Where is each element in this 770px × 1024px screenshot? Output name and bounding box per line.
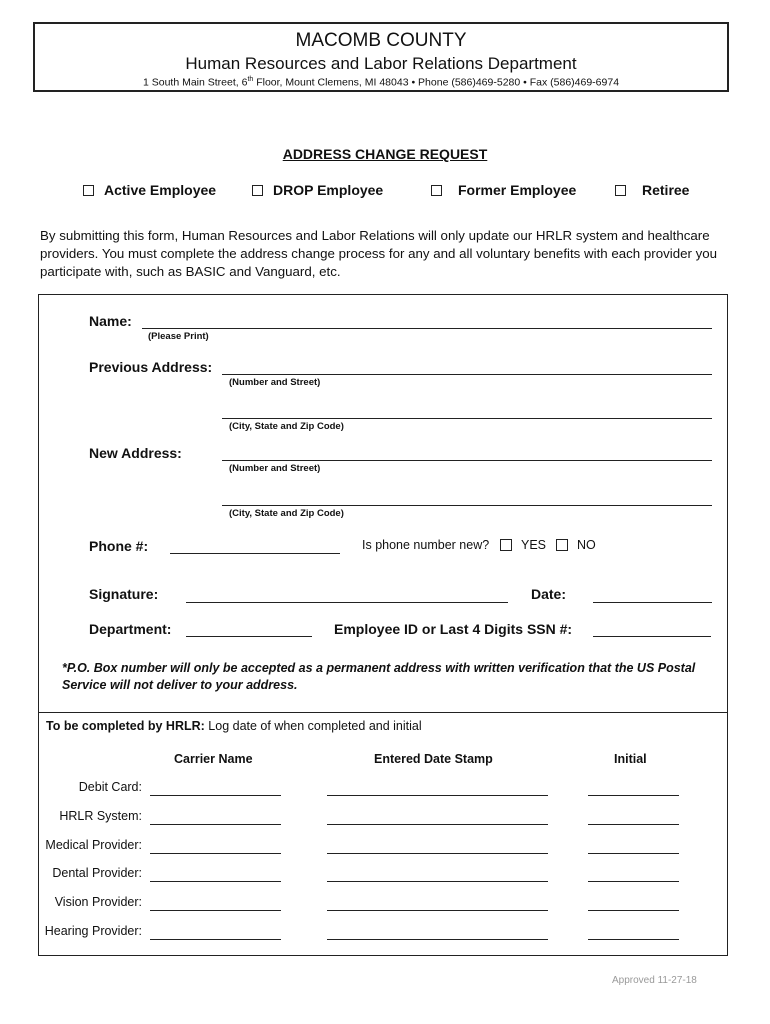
address-part-2: Floor, Mount Clemens, MI 48043 • Phone (586)469-5280 • Fax (586)469-6974 (253, 76, 620, 89)
former-employee-option[interactable] (431, 182, 576, 198)
phone-label: Phone #: (89, 538, 149, 554)
entered-date-input[interactable] (327, 910, 548, 911)
active-employee-option[interactable] (83, 182, 216, 198)
entered-date-input[interactable] (327, 939, 548, 940)
new-street-input[interactable] (222, 460, 712, 461)
former-employee-label: Former Employee (458, 182, 577, 198)
carrier-name-header: Carrier Name (174, 752, 253, 766)
hrlr-heading-rest: Log date of when completed and initial (204, 719, 422, 733)
phone-new-yes-checkbox[interactable] (500, 539, 512, 551)
signature-label: Signature: (89, 586, 159, 602)
carrier-name-input[interactable] (150, 824, 281, 825)
address-sup: th (247, 76, 254, 83)
employee-id-label: Employee ID or Last 4 Digits SSN #: (334, 621, 573, 637)
previous-street-input[interactable] (222, 374, 712, 375)
no-label: NO (577, 538, 596, 552)
name-label: Name: (89, 313, 132, 329)
signature-input[interactable] (186, 602, 508, 603)
entered-date-header: Entered Date Stamp (374, 752, 493, 766)
new-street-hint: (Number and Street) (229, 463, 321, 474)
hrlr-row-label: Medical Provider: (45, 837, 142, 852)
address-part: 1 South Main Street, 6 (142, 76, 248, 89)
entered-date-input[interactable] (327, 795, 548, 796)
carrier-name-input[interactable] (150, 910, 281, 911)
former-employee-checkbox[interactable] (431, 185, 442, 196)
retiree-checkbox[interactable] (615, 185, 626, 196)
carrier-name-input[interactable] (150, 853, 281, 854)
new-city-input[interactable] (222, 505, 712, 506)
date-label: Date: (531, 586, 567, 602)
initial-input[interactable] (588, 853, 679, 854)
hrlr-row-label: Hearing Provider: (44, 924, 142, 938)
employee-id-input[interactable] (593, 636, 711, 637)
hrlr-box (38, 712, 728, 956)
initial-input[interactable] (588, 795, 679, 796)
phone-input[interactable] (170, 553, 340, 554)
form-box (38, 294, 728, 712)
department-address (35, 76, 727, 89)
drop-employee-option[interactable] (252, 182, 383, 198)
hrlr-heading (46, 719, 422, 733)
entered-date-input[interactable] (327, 881, 548, 882)
previous-city-hint: (City, State and Zip Code) (229, 421, 344, 432)
carrier-name-input[interactable] (150, 795, 281, 796)
new-city-hint: (City, State and Zip Code) (229, 508, 344, 519)
phone-new-no-checkbox[interactable] (556, 539, 568, 551)
active-employee-checkbox[interactable] (83, 185, 94, 196)
active-employee-label: Active Employee (104, 182, 217, 198)
department-label: Department: (89, 621, 172, 637)
carrier-name-input[interactable] (150, 939, 281, 940)
carrier-name-input[interactable] (150, 881, 281, 882)
drop-employee-checkbox[interactable] (252, 185, 263, 196)
intro-paragraph: By submitting this form, Human Resources and Labor Relations will only update our HRLR system and healthcare providers. You must complete the address change process for any and all voluntary benefits with each provider you participate with, such as BASIC and Vanguard, etc. (40, 228, 718, 279)
previous-street-hint: (Number and Street) (229, 377, 321, 388)
title-text: ADDRESS CHANGE REQUEST (282, 146, 488, 162)
po-box-note: *P.O. Box number will only be accepted as a permanent address with written verification that the US Postal Service will not deliver to your address. (62, 661, 696, 692)
department-input[interactable] (186, 636, 312, 637)
county-name: MACOMB COUNTY (295, 30, 467, 51)
initial-input[interactable] (588, 824, 679, 825)
retiree-label: Retiree (642, 182, 690, 198)
date-input[interactable] (593, 602, 712, 603)
hrlr-row-label: Debit Card: (78, 780, 142, 794)
previous-address-label: Previous Address: (89, 359, 213, 375)
drop-employee-label: DROP Employee (273, 182, 384, 198)
page-title (0, 146, 770, 162)
please-print-hint: (Please Print) (148, 331, 209, 342)
header-box (33, 22, 729, 92)
new-address-label: New Address: (89, 445, 182, 461)
name-input[interactable] (142, 328, 712, 329)
initial-input[interactable] (588, 881, 679, 882)
hrlr-row-label: HRLR System: (59, 808, 142, 823)
phone-new-question: Is phone number new? (362, 538, 490, 552)
hrlr-row-label: Dental Provider: (52, 866, 142, 881)
retiree-option[interactable] (615, 182, 689, 198)
hrlr-heading-bold: To be completed by HRLR: (46, 719, 205, 733)
yes-label: YES (521, 538, 547, 552)
entered-date-input[interactable] (327, 853, 548, 854)
department-name: Human Resources and Labor Relations Department (185, 54, 577, 73)
initial-header: Initial (614, 752, 647, 766)
approved-date: Approved 11-27-18 (612, 975, 697, 986)
previous-city-input[interactable] (222, 418, 712, 419)
entered-date-input[interactable] (327, 824, 548, 825)
initial-input[interactable] (588, 910, 679, 911)
initial-input[interactable] (588, 939, 679, 940)
hrlr-row-label: Vision Provider: (54, 895, 142, 910)
